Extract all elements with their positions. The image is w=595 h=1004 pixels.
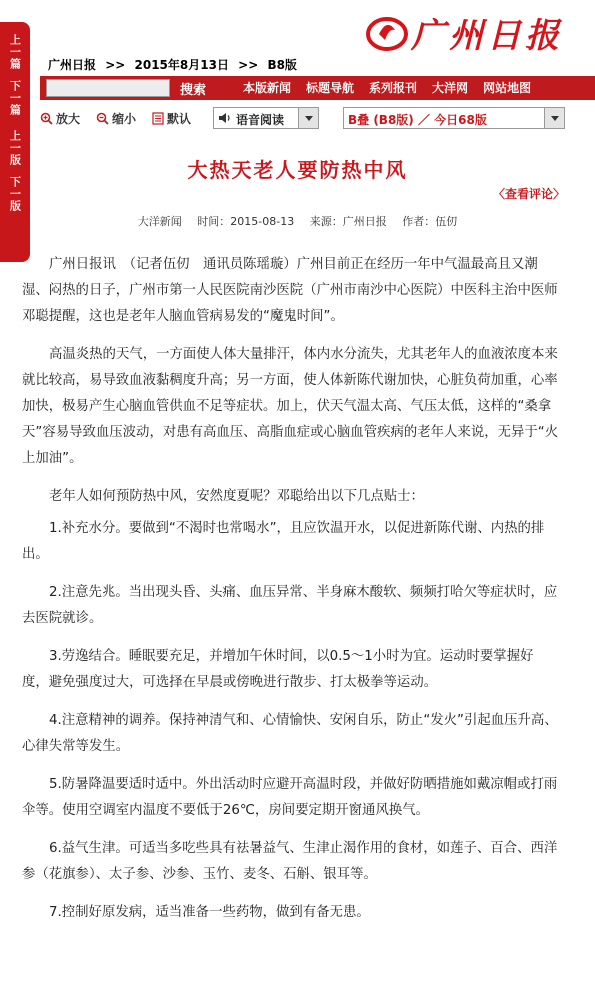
breadcrumb-date[interactable]: 2015年8月13日 [134,58,229,72]
prev-article-link[interactable]: 上一篇 [8,34,22,70]
article-body [22,252,560,938]
newspaper-logo[interactable] [365,10,563,54]
paragraph: 广州日报讯 （记者伍仞 通讯员陈瑶璇）广州目前正在经历一年中气温最高且又潮湿、闷热的日子，广州市第一人民医院南沙医院（广州市南沙中心医院）中医科主治中医师邓聪提醒，这也是老年人脑血管病易发的“魔鬼时间”。 [22,257,558,324]
nav-item-dayoo[interactable]: 大洋网 [432,81,469,95]
logo-text: 广州日报 [411,15,563,56]
edition-select[interactable] [343,107,565,129]
default-size-button[interactable] [152,110,191,127]
search-input[interactable] [46,79,170,97]
nav-item-title-navigation[interactable]: 标题导航 [306,81,355,95]
next-edition-link[interactable]: 下一版 [8,176,22,212]
breadcrumb-separator: >> [105,58,126,72]
top-navbar [40,76,595,100]
breadcrumb-paper[interactable]: 广州日报 [48,58,97,72]
document-icon [152,112,164,125]
prev-edition-link[interactable]: 上一版 [8,130,22,166]
view-comments-link[interactable]: 〈查看评论〉 [492,187,565,201]
tip-item: 1.补充水分。要做到“不渴时也常喝水”，且应饮温开水，以促进新陈代谢、内热的排出。 [22,521,545,562]
edition-select-value: B叠 (B8版) ／ 今日68版 [348,113,487,127]
speaker-icon [218,112,232,124]
meta-source-site: 大洋新闻 [137,215,182,228]
voice-reading-label: 语音阅读 [236,113,285,127]
article-title: 大热天老人要防热中风 [187,158,408,182]
tip-item: 6.益气生津。可适当多吃些具有祛暑益气、生津止渴作用的食材，如莲子、百合、西洋参（花旗参）、太子参、沙参、玉竹、麦冬、石斛、银耳等。 [22,841,558,882]
zoom-out-button[interactable] [96,110,136,127]
nav-item-series-publications[interactable]: 系列报刊 [369,81,418,95]
zoom-out-icon [96,112,109,125]
voice-reading-select[interactable] [213,107,319,129]
article-meta [0,213,595,229]
nav-item-sitemap[interactable]: 网站地图 [483,81,532,95]
default-size-label: 默认 [167,112,192,126]
logo-swirl-icon [365,10,409,54]
nav-menu [243,79,546,96]
paragraph: 老年人如何预防热中风，安然度夏呢？邓聪给出以下几点贴士： [49,489,424,504]
tip-item: 7.控制好原发病，适当准备一些药物，做到有备无患。 [49,905,370,920]
next-article-link[interactable]: 下一篇 [8,80,22,116]
tip-item: 4.注意精神的调养。保持神清气和、心情愉快、安闲自乐，防止“发火”引起血压升高、心律失常等发生。 [22,713,558,754]
meta-author: 作者：伍仞 [402,215,458,228]
search-button[interactable]: 搜索 [180,83,207,98]
zoom-in-label: 放大 [56,112,81,126]
zoom-in-button[interactable] [40,110,80,127]
breadcrumb-separator: >> [238,58,259,72]
paragraph: 高温炎热的天气，一方面使人体大量排汗，体内水分流失，尤其老年人的血液浓度本来就比较高，易导致血液黏稠度升高；另一方面，使人体新陈代谢加快，心脏负荷加重，心率加快，极易产生心脑血管供血不足等症状。加上，伏天气温太高、气压太低，这样的“桑拿天”容易导致血压波动，对患有高血压、高脂血症或心脑血管疾病的老年人来说，无异于“火上加油”。 [22,347,559,466]
chevron-down-icon [544,108,564,128]
nav-item-edition-news[interactable]: 本版新闻 [243,81,292,95]
meta-time: 时间：2015-08-13 [197,215,295,228]
tip-item: 2.注意先兆。当出现头昏、头痛、血压异常、半身麻木酸软、频频打哈欠等症状时，应去医院就诊。 [22,585,558,626]
meta-source: 来源：广州日报 [309,215,387,228]
breadcrumb [48,56,297,73]
tip-item: 5.防暑降温要适时适中。外出活动时应避开高温时段，并做好防晒措施如戴凉帽或打雨伞等。使用空调室内温度不要低于26℃，房间要定期开窗通风换气。 [22,777,558,818]
zoom-out-label: 缩小 [112,112,137,126]
breadcrumb-edition[interactable]: B8版 [267,58,297,72]
reading-toolbar [40,106,570,132]
tip-item: 3.劳逸结合。睡眠要充足，并增加午休时间，以0.5～1小时为宜。运动时要掌握好度，避免强度过大，可选择在早晨或傍晚进行散步、打太极拳等运动。 [22,649,534,690]
zoom-in-icon [40,112,53,125]
chevron-down-icon [298,108,318,128]
